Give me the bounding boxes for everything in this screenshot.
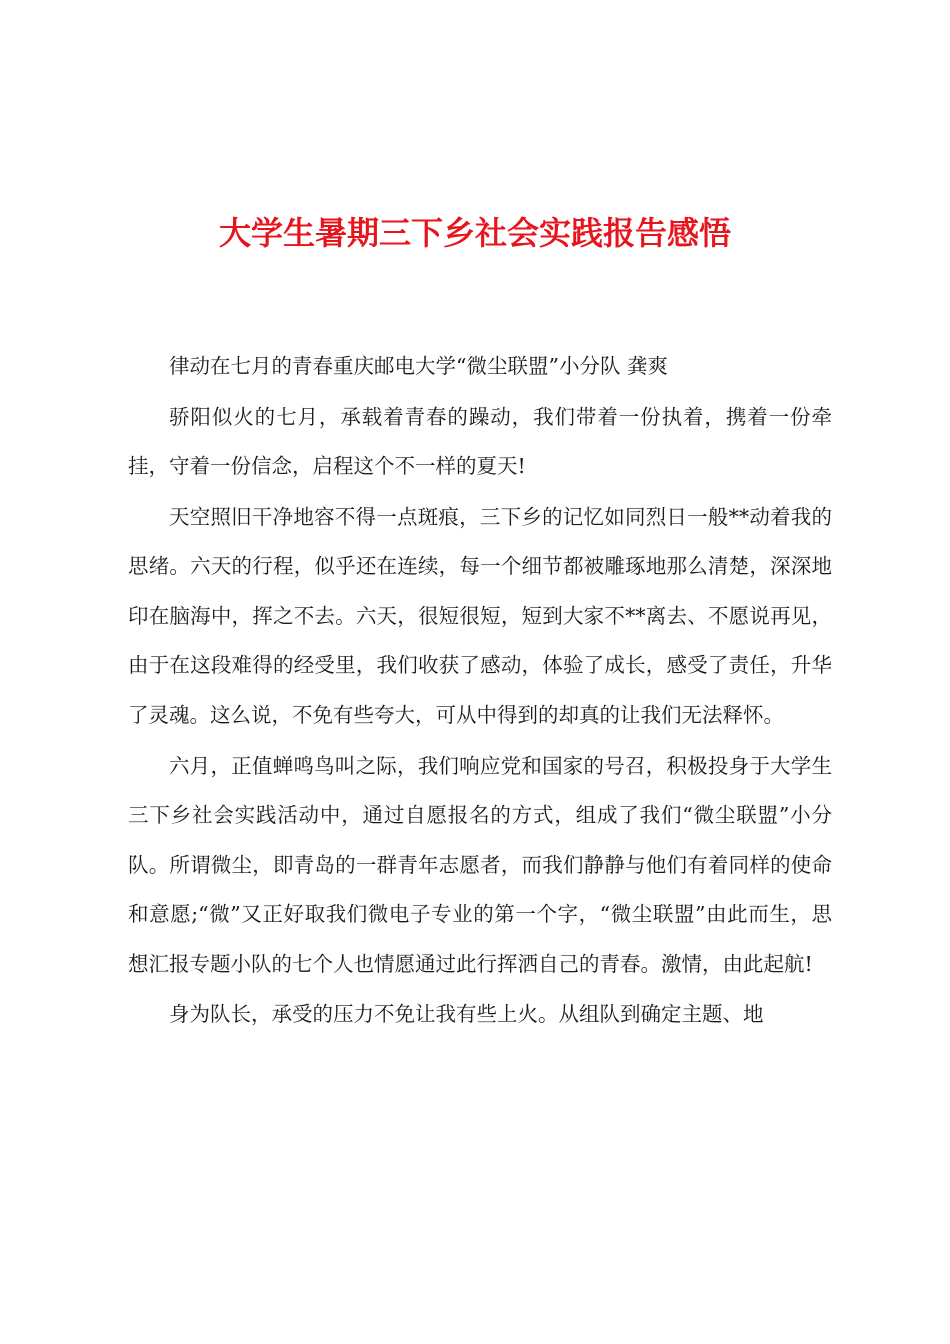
paragraph: 六月，正值蝉鸣鸟叫之际，我们响应党和国家的号召，积极投身于大学生三下乡社会实践活动中，通过自愿报名的方式，组成了我们“微尘联盟”小分队。所谓微尘，即青岛的一群青年志愿者，而我们静静与他们有着同样的使命和意愿;“微”又正好取我们微电子专业的第一个字，“微尘联盟”由此而生，思想汇报专题小队的七个人也情愿通过此行挥洒自己的青春。激情，由此起航! — [128, 753, 832, 976]
paragraph: 身为队长，承受的压力不免让我有些上火。从组队到确定主题、地 — [169, 1002, 764, 1027]
document-body — [128, 342, 832, 1041]
document-title: 大学生暑期三下乡社会实践报告感悟 — [218, 214, 731, 252]
paragraph: 骄阳似火的七月，承载着青春的躁动，我们带着一份执着，携着一份牵挂，守着一份信念，启程这个不一样的夏天! — [128, 404, 832, 479]
paragraph-byline: 律动在七月的青春重庆邮电大学“微尘联盟”小分队 龚爽 — [169, 354, 668, 378]
paragraph: 天空照旧干净地容不得一点斑痕，三下乡的记忆如同烈日一般**动着我的思绪。六天的行程，似乎还在连续，每一个细节都被雕琢地那么清楚，深深地印在脑海中，挥之不去。六天，很短很短，短到大家不**离去、不愿说再见，由于在这段难得的经受里，我们收获了感动，体验了成长，感受了责任，升华了灵魂。这么说，不免有些夸大，可从中得到的却真的让我们无法释怀。 — [128, 504, 832, 727]
